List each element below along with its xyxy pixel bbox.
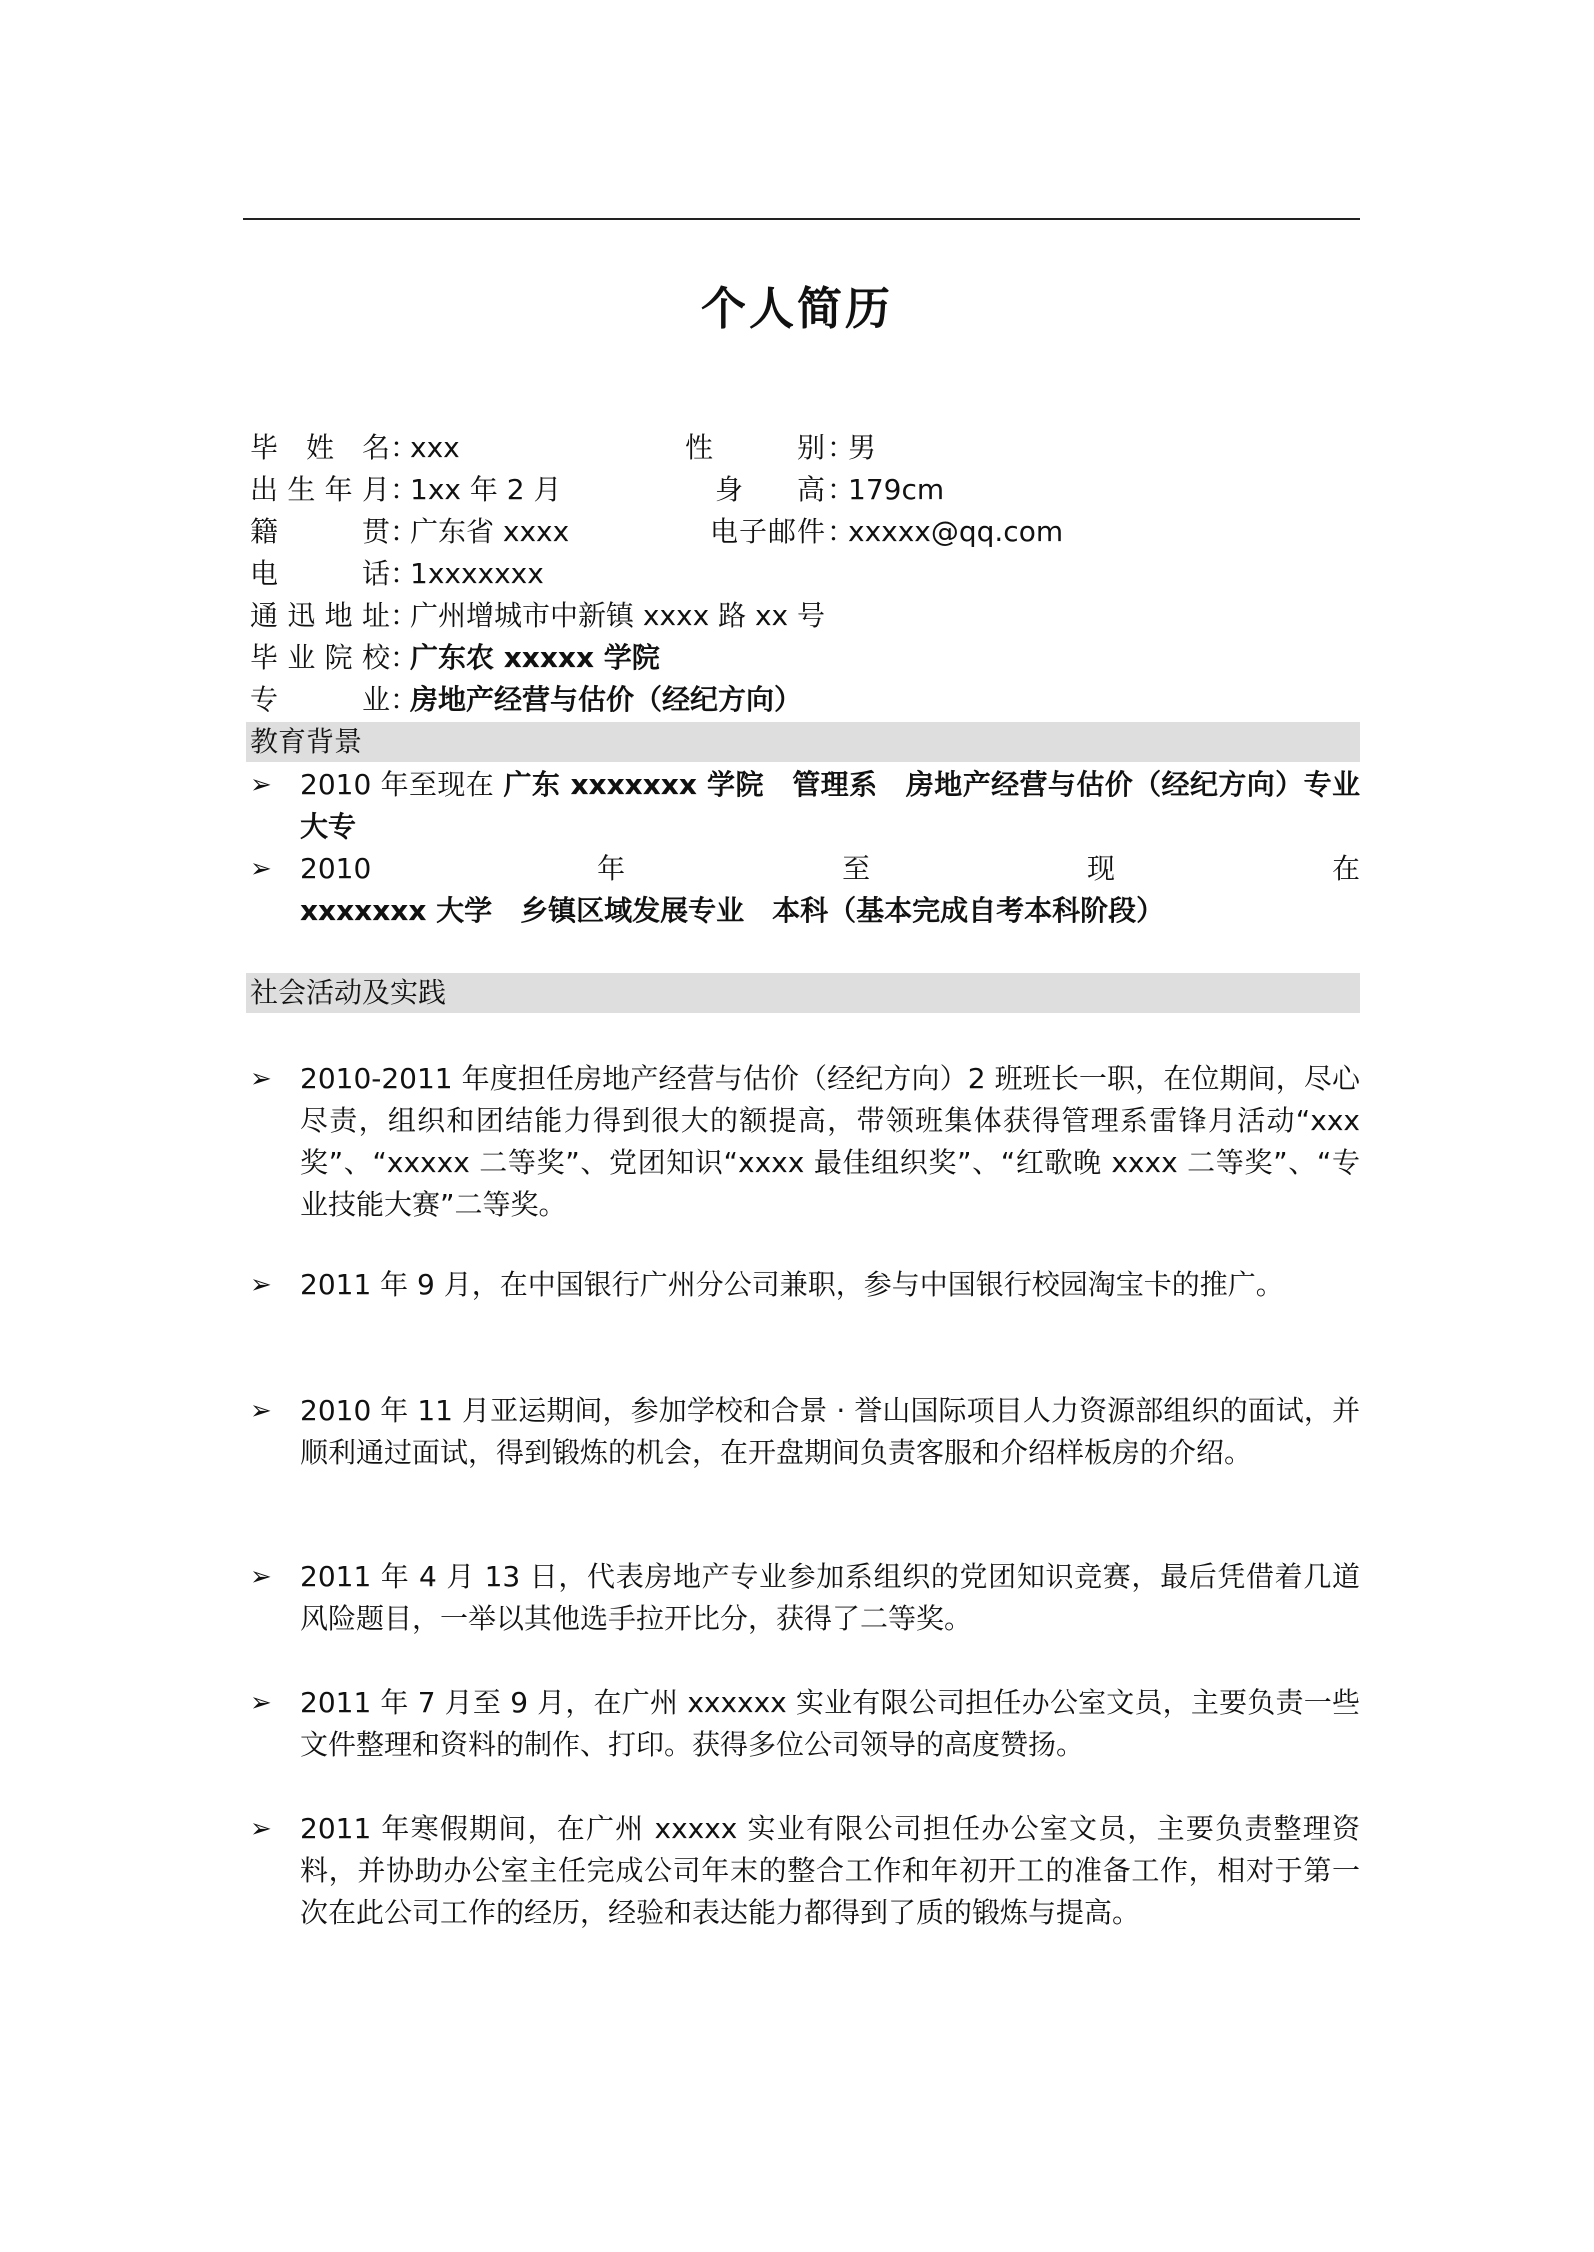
- colon: ：: [390, 431, 419, 464]
- arrow-bullet-icon: ➢: [250, 1688, 272, 1718]
- info-row-major: [250, 680, 1360, 722]
- page-title: 个人简历: [700, 282, 893, 335]
- colon: ：: [390, 599, 419, 632]
- arrow-bullet-icon: ➢: [250, 1562, 272, 1592]
- top-divider: [243, 218, 1360, 220]
- height-value: 179cm: [848, 473, 945, 506]
- arrow-bullet-icon: ➢: [250, 1270, 272, 1300]
- education-period: 2010 年至现在: [300, 768, 504, 801]
- colon: ：: [390, 683, 419, 716]
- birth-value: 1xx 年 2 月: [410, 473, 562, 506]
- colon: ：: [827, 431, 856, 464]
- gender-value: 男: [848, 431, 877, 464]
- school-label: 毕业院校: [250, 641, 390, 674]
- list-item: [246, 1682, 1360, 1766]
- arrow-bullet-icon: ➢: [250, 1396, 272, 1426]
- list-item: [246, 1808, 1360, 1934]
- gender-label: 性别: [685, 431, 825, 464]
- email-value: xxxxx@qq.com: [848, 515, 1064, 548]
- list-item: [246, 1264, 1360, 1306]
- list-item: [246, 1058, 1360, 1226]
- activity-text: 2011 年 4 月 13 日，代表房地产专业参加系组织的党团知识竞赛，最后凭借着几道风险题目，一举以其他选手拉开比分，获得了二等奖。: [300, 1560, 1360, 1635]
- email-label: 电子邮件: [710, 515, 825, 548]
- activity-text: 2011 年寒假期间，在广州 xxxxx 实业有限公司担任办公室文员，主要负责整理资料，并协助办公室主任完成公司年末的整合工作和年初开工的准备工作，相对于第一次在此公司工作的经历，经验和表达能力都得到了质的锻炼与提高。: [300, 1812, 1360, 1929]
- major-label: 专业: [250, 683, 390, 716]
- education-detail: xxxxxxx 大学 乡镇区域发展专业 本科（基本完成自考本科阶段）: [300, 894, 1165, 927]
- info-row-phone: [250, 554, 1360, 596]
- list-item: [246, 1390, 1360, 1474]
- list-item: [246, 764, 1389, 848]
- arrow-bullet-icon: ➢: [250, 770, 272, 800]
- education-list: [246, 764, 1389, 932]
- school-value: 广东农 xxxxx 学院: [410, 641, 660, 674]
- personal-info: [250, 428, 1360, 722]
- colon: ：: [390, 515, 419, 548]
- address-label: 通迅地址: [250, 599, 390, 632]
- info-row-native: [250, 512, 1360, 554]
- arrow-bullet-icon: ➢: [250, 1064, 272, 1094]
- list-item: [246, 848, 1360, 932]
- native-label: 籍贯: [250, 515, 390, 548]
- info-row-school: [250, 638, 1360, 680]
- name-label: 毕姓名: [250, 431, 390, 464]
- info-row-address: [250, 596, 1360, 638]
- activity-text: 2011 年 9 月，在中国银行广州分公司兼职，参与中国银行校园淘宝卡的推广。: [300, 1268, 1284, 1301]
- native-value: 广东省 xxxx: [410, 515, 570, 548]
- address-value: 广州增城市中新镇 xxxx 路 xx 号: [410, 599, 826, 632]
- list-item: [246, 1556, 1360, 1640]
- phone-label: 电话: [250, 557, 390, 590]
- info-row-name: [250, 428, 1360, 470]
- info-row-birth: [250, 470, 1360, 512]
- activity-text: 2010 年 11 月亚运期间，参加学校和合景 · 誉山国际项目人力资源部组织的面试，并顺利通过面试，得到锻炼的机会，在开盘期间负责客服和介绍样板房的介绍。: [300, 1394, 1360, 1469]
- education-detail: 广东 xxxxxxx 学院 管理系 房地产经营与估价（经纪方向）专业 大专: [300, 768, 1389, 843]
- name-value: xxx: [410, 431, 460, 464]
- phone-value: 1xxxxxxx: [410, 557, 544, 590]
- education-heading: 教育背景: [246, 722, 1360, 762]
- arrow-bullet-icon: ➢: [250, 1814, 272, 1844]
- education-period: 2010 年至现在: [300, 852, 1360, 885]
- height-label: 身高: [715, 473, 825, 506]
- colon: ：: [827, 473, 856, 506]
- colon: ：: [390, 557, 419, 590]
- activity-text: 2010-2011 年度担任房地产经营与估价（经纪方向）2 班班长一职，在位期间，尽心尽责，组织和团结能力得到很大的额提高，带领班集体获得管理系雷锋月活动“xxx 奖”、“xxxxx 二等奖”、党团知识“xxxx 最佳组织奖”、“红歌晚 xxxx 二等奖”、“专业技能大赛”二等奖。: [300, 1062, 1360, 1221]
- colon: ：: [827, 515, 856, 548]
- major-value: 房地产经营与估价（经纪方向）: [410, 683, 803, 716]
- activity-text: 2011 年 7 月至 9 月，在广州 xxxxxx 实业有限公司担任办公室文员，主要负责一些文件整理和资料的制作、打印。获得多位公司领导的高度赞扬。: [300, 1686, 1360, 1761]
- colon: ：: [390, 641, 419, 674]
- colon: ：: [390, 473, 419, 506]
- birth-label: 出生年月: [250, 473, 390, 506]
- arrow-bullet-icon: ➢: [250, 854, 272, 884]
- activities-heading: 社会活动及实践: [246, 973, 1360, 1013]
